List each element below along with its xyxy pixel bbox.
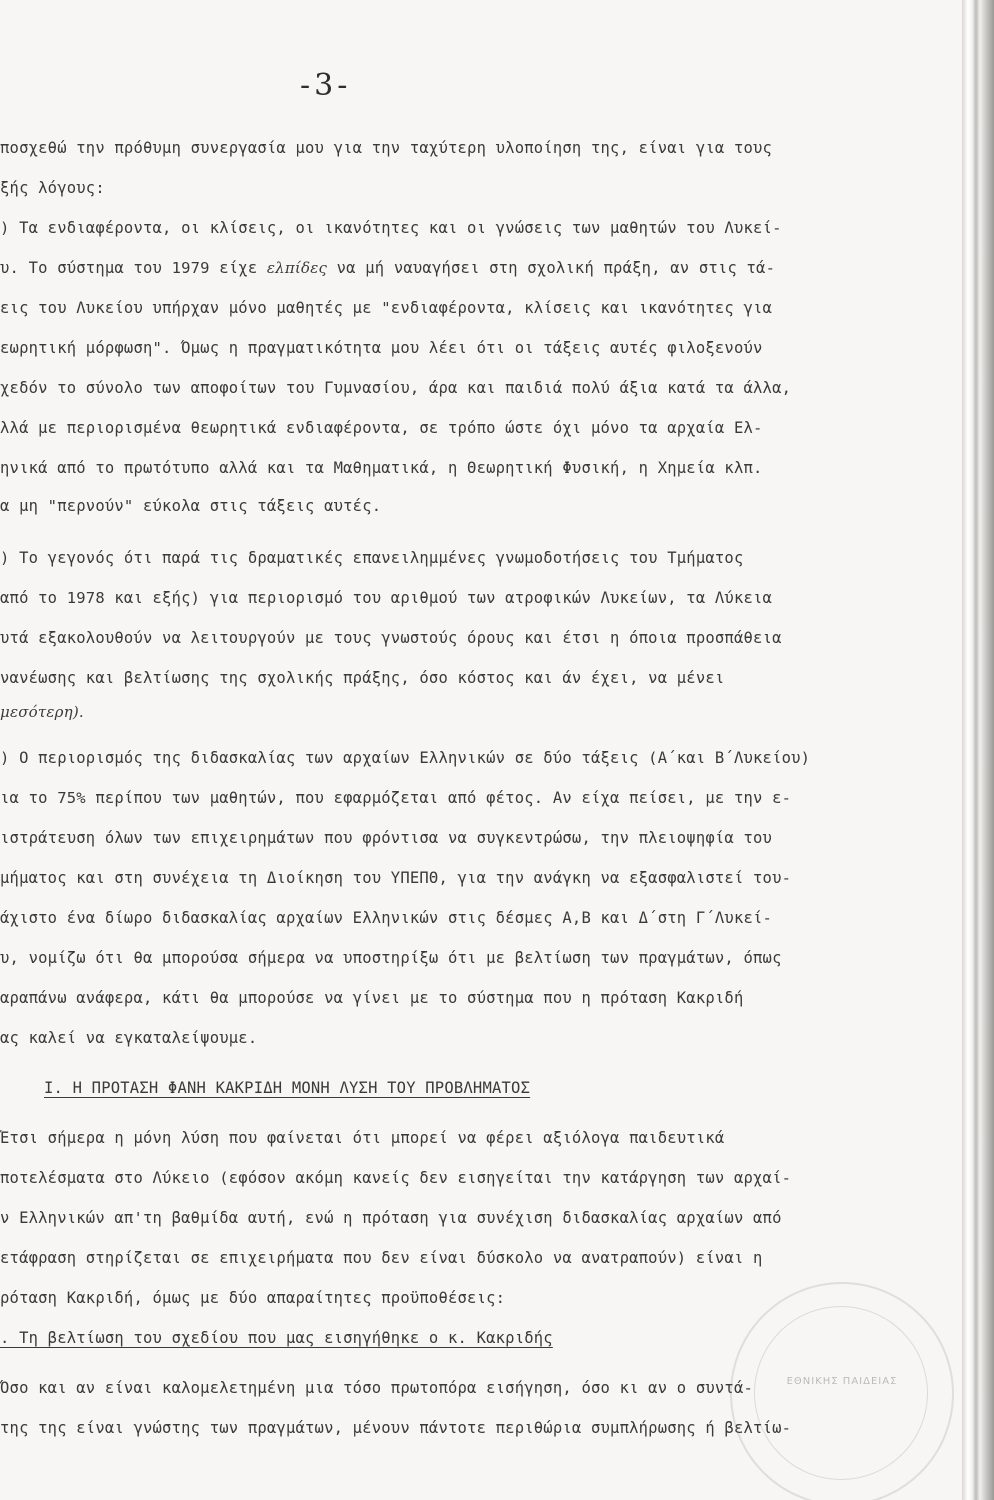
- text-line-26: ν Ελληνικών απ'τη βαθμίδα αυτή, ενώ η πρόταση για συνέχιση διδασκαλίας αρχαίων από: [0, 1209, 782, 1227]
- text-line-29: Όσο και αν είναι καλομελετημένη μια τόσο πρωτοπόρα εισήγηση, όσο κι αν ο συντά-: [0, 1379, 754, 1397]
- text-line-3: ) Τα ενδιαφέροντα, οι κλίσεις, οι ικανότητες και οι γνώσεις των μαθητών του Λυκεί-: [0, 219, 782, 237]
- text-line-8: λλά με περιορισμένα θεωρητικά ενδιαφέροντα, σε τρόπο ώστε όχι μόνο τα αρχαία Ελ-: [0, 419, 763, 437]
- text-line-22: αραπάνω ανάφερα, κάτι θα μπορούσε να γίνει με το σύστημα που η πρόταση Κακριδή: [0, 989, 744, 1007]
- text-line-4-start: υ. Το σύστημα του 1979 είχε: [0, 259, 258, 277]
- text-line-16: ) Ο περιορισμός της διδασκαλίας των αρχαίων Ελληνικών σε δύο τάξεις (Α΄και Β΄Λυκείου): [0, 749, 811, 767]
- book-binding-edge: [962, 0, 994, 1500]
- text-line-25: ποτελέσματα στο Λύκειο (εφόσον ακόμη κανείς δεν εισηγείται την κατάργηση των αρχαί-: [0, 1169, 792, 1187]
- text-line-23: ας καλεί να εγκαταλείψουμε.: [0, 1029, 258, 1047]
- text-line-7: χεδόν το σύνολο των αποφοίτων του Γυμνασίου, άρα και παιδιά πολύ άξια κατά τα άλλα,: [0, 379, 792, 397]
- text-line-21: υ, νομίζω ότι θα μπορούσα σήμερα να υποστηρίξω ότι με βελτίωση των πραγμάτων, όπως: [0, 949, 782, 967]
- text-line-5: εις του Λυκείου υπήρχαν μόνο μαθητές με "ενδιαφέροντα, κλίσεις και ικανότητες για: [0, 299, 773, 317]
- text-line-14: νανέωσης και βελτίωσης της σχολικής πράξης, όσο κόστος και άν έχει, να μένει: [0, 669, 725, 687]
- section-heading: Ι. Η ΠΡΟΤΑΣΗ ΦΑΝΗ ΚΑΚΡΙΔΗ ΜΟΝΗ ΛΥΣΗ ΤΟΥ ΠΡΟΒΛΗΜΑΤΟΣ: [44, 1079, 531, 1097]
- stamp-text: ΕΘΝΙΚΗΣ ΠΑΙΔΕΙΑΣ: [786, 1376, 898, 1387]
- text-line-17: ια το 75% περίπου των μαθητών, που εφαρμόζεται από φέτος. Αν είχα πείσει, με την ε-: [0, 789, 792, 807]
- text-line-18: ιστράτευση όλων των επιχειρημάτων που φρόντισα να συγκεντρώσω, την πλειοψηφία του: [0, 829, 773, 847]
- text-line-4-end: να μή ναυαγήσει στη σχολική πράξη, αν στις τά-: [336, 259, 776, 277]
- text-line-19: μήματος και στη συνέχεια τη Διοίκηση του ΥΠΕΠΘ, για την ανάγκη να εξασφαλιστεί του-: [0, 869, 792, 887]
- text-line-4: [0, 258, 775, 278]
- text-line-6: εωρητική μόρφωση". Όμως η πραγματικότητα μου λέει ότι οι τάξεις αυτές φιλοξενούν: [0, 339, 763, 357]
- handwritten-insert: ελπίδες: [266, 259, 328, 277]
- text-line-27: ετάφραση στηρίζεται σε επιχειρήματα που δεν είναι δύσκολο να ανατραπούν) είναι η: [0, 1249, 763, 1267]
- page-number: -3-: [300, 68, 352, 103]
- text-line-13: υτά εξακολουθούν να λειτουργούν με τους γνωστούς όρους και έτσι η όποια προσπάθεια: [0, 629, 782, 647]
- text-line-9: ηνικά από το πρωτότυπο αλλά και τα Μαθηματικά, η Θεωρητική Φυσική, η Χημεία κλπ.: [0, 459, 763, 477]
- text-line-1: ποσχεθώ την πρόθυμη συνεργασία μου για την ταχύτερη υλοποίηση της, είναι για τους: [0, 139, 773, 157]
- subsection-heading: . Τη βελτίωση του σχεδίου που μας εισηγήθηκε ο κ. Κακριδής: [0, 1329, 553, 1347]
- text-line-11: ) Το γεγονός ότι παρά τις δραματικές επανειλημμένες γνωμοδοτήσεις του Τμήματος: [0, 549, 744, 567]
- text-line-24: Έτσι σήμερα η μόνη λύση που φαίνεται ότι μπορεί να φέρει αξιόλογα παιδευτικά: [0, 1129, 725, 1147]
- text-line-20: άχιστο ένα δίωρο διδασκαλίας αρχαίων Ελληνικών στις δέσμες Α,Β και Δ΄στη Γ΄Λυκεί-: [0, 909, 773, 927]
- text-line-30: της της είναι γνώστης των πραγμάτων, μένουν πάντοτε περιθώρια συμπλήρωσης ή βελτίω-: [0, 1419, 792, 1437]
- library-stamp: [730, 1282, 954, 1500]
- text-line-28: ρόταση Κακριδή, όμως με δύο απαραίτητες προϋποθέσεις:: [0, 1289, 506, 1307]
- text-line-10: α μη "περνούν" εύκολα στις τάξεις αυτές.: [0, 497, 382, 515]
- stamp-inner-ring: [754, 1306, 928, 1480]
- handwritten-line: μεσότερη).: [0, 703, 84, 721]
- text-line-12: από το 1978 και εξής) για περιορισμό του αριθμού των ατροφικών Λυκείων, τα Λύκεια: [0, 589, 773, 607]
- text-line-2: ξής λόγους:: [0, 179, 105, 197]
